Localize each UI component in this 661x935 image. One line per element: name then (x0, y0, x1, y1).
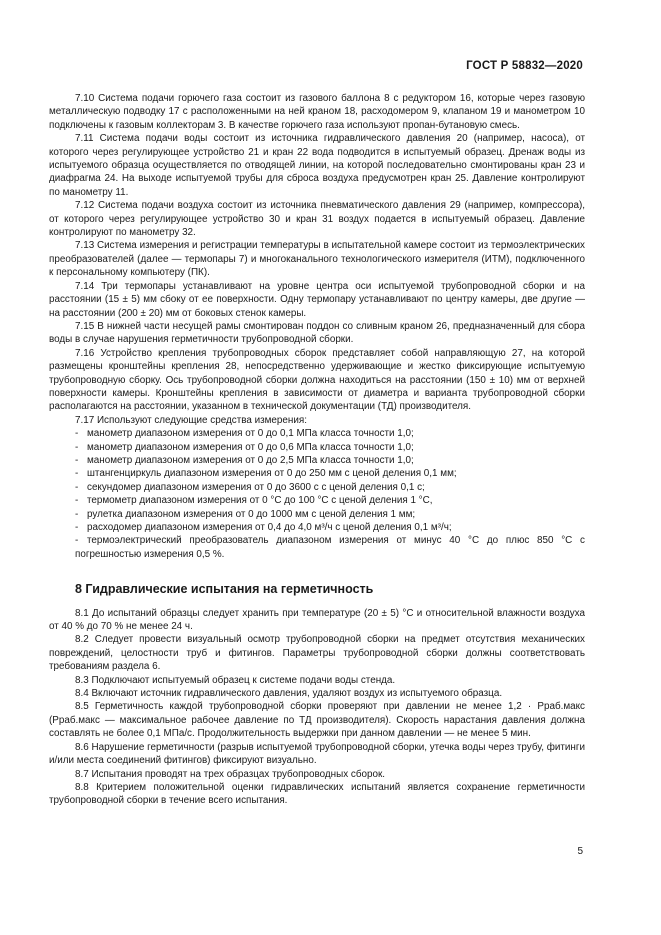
list-item-text: рулетка диапазоном измерения от 0 до 1000 мм с ценой деления 1 мм; (87, 508, 416, 520)
list-item-text: манометр диапазоном измерения от 0 до 2,5 МПа класса точности 1,0; (87, 454, 414, 466)
list-item-text: секундомер диапазоном измерения от 0 до 3600 с с ценой деления 0,1 с; (87, 481, 425, 493)
list-item-text: расходомер диапазоном измерения от 0,4 до 4,0 м³/ч с ценой деления 0,1 м³/ч; (87, 522, 452, 533)
document-body (49, 92, 585, 808)
paragraph: 8.2 Следует провести визуальный осмотр трубопроводной сборки на предмет отсутствия механических повреждений, целостности труб и фитингов. Параметры трубопроводной сборки должны соответствовать требованиям раздела 6. (49, 634, 585, 673)
list-item (49, 481, 585, 494)
list-item (49, 454, 585, 467)
paragraph: 8.6 Нарушение герметичности (разрыв испытуемой трубопроводной сборки, утечка воды через трубу, фитинги и/или места соединений фитингов) фиксируют визуально. (49, 741, 585, 767)
list-dash: - (75, 522, 79, 533)
paragraph: 7.10 Система подачи горючего газа состоит из газового баллона 8 с редуктором 16, которые через газовую металлическую подводку 17 с расположенными на ней краном 18, расходомером 9, клапаном 19 и манометром 10 подключены к газовым коллекторам 3. В качестве горючего газа используют пропан-бутановую смесь. (49, 93, 585, 131)
list-dash: - (75, 441, 79, 453)
list-item (49, 508, 585, 521)
list-item-text: термометр диапазоном измерения от 0 °С до 100 °С с ценой деления 1 °С, (87, 495, 433, 507)
list-item (49, 441, 585, 454)
page-number: 5 (577, 846, 583, 857)
list-dash: - (75, 428, 79, 440)
list-dash: - (75, 535, 79, 547)
paragraph: 8.5 Герметичность каждой трубопроводной сборки проверяют при давлении не менее 1,2 · Pраб.макс (Pраб.макс — максимальное рабочее давление по ТД производителя). Скорость нарастания давления должна составлять не более 0,1 МПа/с. Продолжительность выдержки при данном давлении — не менее 5 мин. (49, 701, 585, 740)
paragraph: 7.14 Три термопары устанавливают на уровне центра оси испытуемой трубопроводной сборки и на расстоянии (15 ± 5) мм сбоку от ее поверхности. Одну термопару устанавливают по центру камеры, две другие — на расстоянии (200 ± 20) мм от боковых стенок камеры. (49, 280, 585, 319)
paragraph: 7.11 Система подачи воды состоит из источника гидравлического давления 20 (например, насоса), от которого через регулирующее устройство 21 и кран 22 вода подводится в испытуемый образец. Дренаж воды из испытуемого образца осуществляется по отводящей линии, на которой последовательно смонтированы кран 23 и диафрагма 24. На выходе испытуемой трубы для сброса воздуха предусмотрен кран 25. Давление контролируют по манометру 11. (49, 133, 585, 198)
list-item-text: термоэлектрический преобразователь диапазоном измерения от минус 40 °С до плюс 850 °С с погрешностью измерения 0,5 %. (75, 535, 585, 560)
paragraph: 7.12 Система подачи воздуха состоит из источника пневматического давления 29 (например, компрессора), от которого через регулирующее устройство 30 и кран 31 воздух подается в испытуемый образец. Давление контролируют по манометру 32. (49, 200, 585, 239)
paragraph: 7.16 Устройство крепления трубопроводных сборок представляет собой направляющую 27, на которой размещены кронштейны крепления 28, непосредственно удерживающие и жестко фиксирующие испытуемую трубопроводную сборку. Ось трубопроводной сборки должна находиться на расстоянии (150 ± 10) мм от верхней поверхности камеры. Кронштейны крепления в зависимости от диаметра и варианта трубопроводной сборки располагаются на расстоянии, указанном в технической документации (ТД) производителя. (49, 347, 585, 413)
list-item (49, 534, 585, 561)
list-item-text: манометр диапазоном измерения от 0 до 0,6 МПа класса точности 1,0; (87, 441, 414, 453)
list-dash: - (75, 454, 79, 466)
list-item (49, 521, 585, 534)
list-dash: - (75, 481, 79, 493)
paragraph: 8.4 Включают источник гидравлического давления, удаляют воздух из испытуемого образца. (75, 688, 503, 700)
paragraph: 7.15 В нижней части несущей рамы смонтирован поддон со сливным краном 26, предназначенный для сбора воды в случае нарушения герметичности трубопроводной сборки. (49, 320, 585, 346)
list-item-text: штангенциркуль диапазоном измерения от 0 до 250 мм с ценой деления 0,1 мм; (87, 468, 457, 480)
paragraph: 7.17 Используют следующие средства измерения: (75, 414, 307, 426)
list-item (49, 467, 585, 480)
paragraph: 8.7 Испытания проводят на трех образцах трубопроводных сборок. (75, 768, 386, 780)
paragraph: 8.1 До испытаний образцы следует хранить при температуре (20 ± 5) °С и относительной влажности воздуха от 40 % до 70 % не менее 24 ч. (49, 607, 585, 633)
list-item (49, 427, 585, 440)
list-item (49, 494, 585, 507)
paragraph: 7.13 Система измерения и регистрации температуры в испытательной камере состоит из термоэлектрических преобразователей (далее — термопары 7) и многоканального технологического измерителя (ИТМ), подключенного к персональному компьютеру (ПК). (49, 240, 585, 279)
section-heading: 8 Гидравлические испытания на герметичность (75, 582, 374, 597)
list-dash: - (75, 495, 79, 507)
paragraph: 8.3 Подключают испытуемый образец к системе подачи воды стенда. (75, 674, 396, 686)
document-header: ГОСТ Р 58832—2020 (466, 60, 583, 72)
paragraph: 8.8 Критерием положительной оценки гидравлических испытаний является сохранение герметичности трубопроводной сборки в течение всего испытания. (49, 781, 585, 807)
list-item-text: манометр диапазоном измерения от 0 до 0,1 МПа класса точности 1,0; (87, 428, 414, 440)
list-dash: - (75, 508, 79, 520)
list-dash: - (75, 468, 79, 480)
